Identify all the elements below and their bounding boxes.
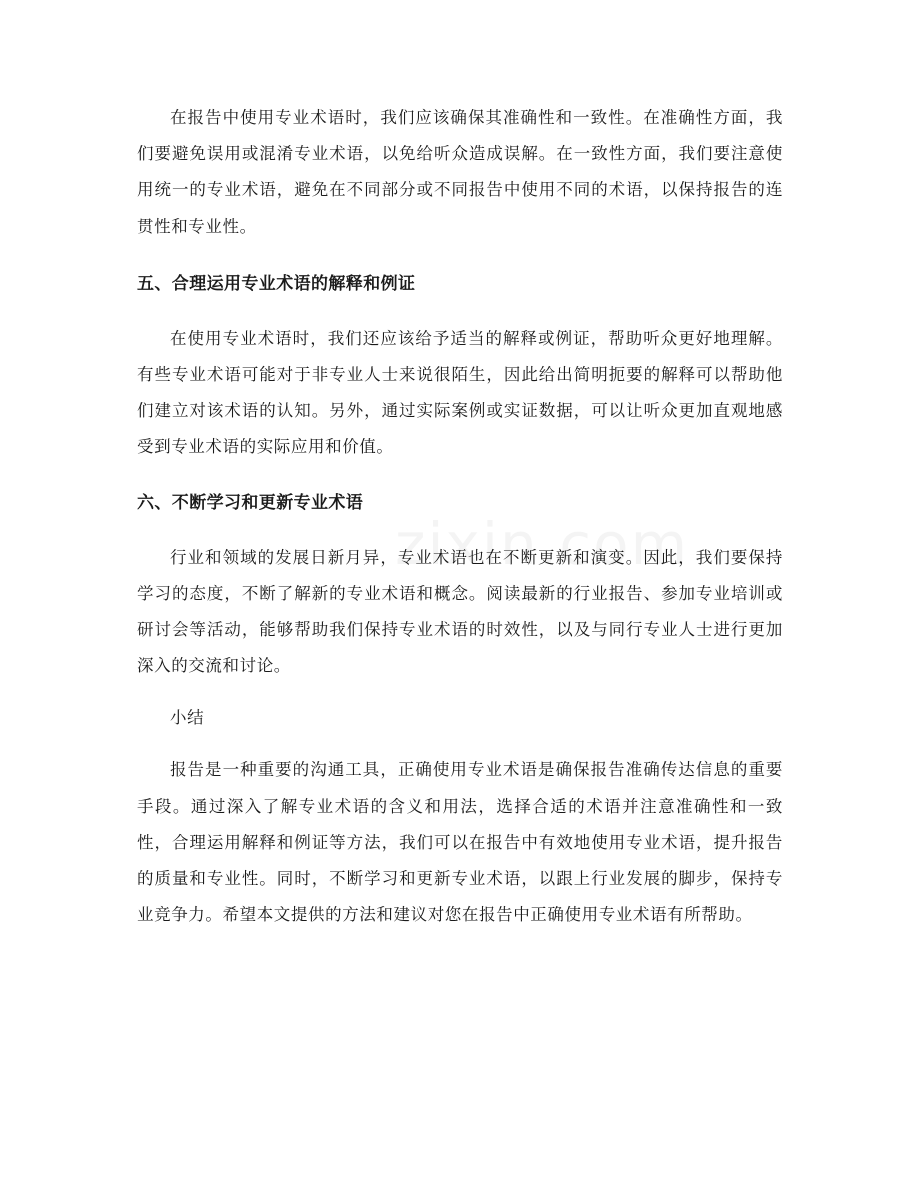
- paragraph-explanation-examples: 在使用专业术语时，我们还应该给予适当的解释或例证，帮助听众更好地理解。有些专业术语可能对于非专业人士来说很陌生，因此给出简明扼要的解释可以帮助他们建立对该术语的认知。另外，通过实际案例或实证数据，可以让听众更加直观地感受到专业术语的实际应用和价值。: [137, 328, 783, 457]
- section-5-heading: 五、合理运用专业术语的解释和例证: [137, 273, 416, 294]
- paragraph-accuracy-consistency: 在报告中使用专业术语时，我们应该确保其准确性和一致性。在准确性方面，我们要避免误用或混淆专业术语，以免给听众造成误解。在一致性方面，我们要注意使用统一的专业术语，避免在不同部分或不同报告中使用不同的术语，以保持报告的连贯性和专业性。: [137, 108, 783, 236]
- document-page: [137, 100, 783, 933]
- section-6-heading: 六、不断学习和更新专业术语: [137, 492, 364, 513]
- paragraph-summary: 报告是一种重要的沟通工具，正确使用专业术语是确保报告准确传达信息的重要手段。通过深入了解专业术语的含义和用法，选择合适的术语并注意准确性和一致性，合理运用解释和例证等方法，我们可以在报告中有效地使用专业术语，提升报告的质量和专业性。同时，不断学习和更新专业术语，以跟上行业发展的脚步，保持专业竞争力。希望本文提供的方法和建议对您在报告中正确使用专业术语有所帮助。: [137, 760, 783, 925]
- summary-label: 小结: [170, 708, 205, 728]
- paragraph-continuous-learning: 行业和领域的发展日新月异，专业术语也在不断更新和演变。因此，我们要保持学习的态度，不断了解新的专业术语和概念。阅读最新的行业报告、参加专业培训或研讨会等活动，能够帮助我们保持专业术语的时效性，以及与同行专业人士进行更加深入的交流和讨论。: [137, 547, 783, 676]
